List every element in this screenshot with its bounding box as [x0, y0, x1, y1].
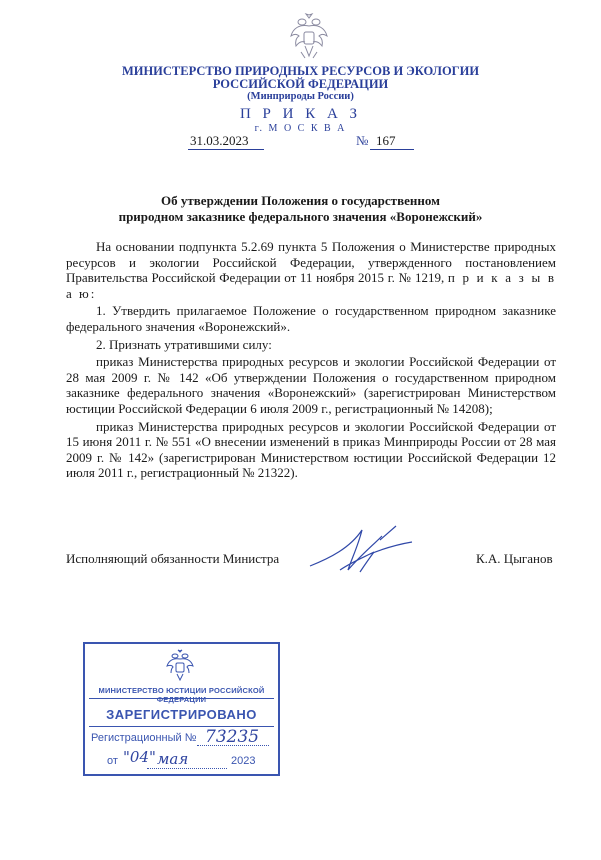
stamp-year: 2023: [231, 755, 256, 767]
order-number-label: №: [356, 133, 369, 148]
stamp-status: ЗАРЕГИСТРИРОВАНО: [106, 707, 257, 722]
stamp-reg-number: 73235: [205, 727, 260, 747]
order-date: 31.03.2023: [190, 133, 249, 148]
ministry-name-line1: МИНИСТЕРСТВО ПРИРОДНЫХ РЕСУРСОВ И ЭКОЛОГИИ: [121, 64, 480, 78]
number-underline: [370, 149, 414, 150]
order-number: 167: [376, 133, 396, 148]
item-2a: приказ Министерства природных ресурсов и экологии Российской Федерации от 28 мая 2009 г. № 142 «Об утверждении Положения о государственном природном заказнике федерального значения «Воронежский» (зарегистрирован Министерством юстиции Российской Федерации 6 июля 2009 г., регистрационный № 14208);: [66, 354, 556, 416]
registration-stamp: [83, 642, 280, 776]
double-headed-eagle-emblem-icon: [288, 12, 330, 62]
signer-position: Исполняющий обязанности Министра: [66, 551, 280, 566]
intro-text: На основании подпункта 5.2.69 пункта 5 Положения о Министерстве природных ресурсов и экологии Российской Федерации, утвержденного постановлением Правительства Российской Федерации от 11 ноября 2015 г. № 1219,: [66, 239, 556, 286]
intro-paragraph: [66, 239, 556, 301]
ministry-name-line2: РОССИЙСКОЙ ФЕДЕРАЦИИ: [212, 77, 389, 91]
stamp-emblem-icon: [165, 649, 195, 681]
stamp-ministry: МИНИСТЕРСТВО ЮСТИЦИИ РОССИЙСКОЙ ФЕДЕРАЦИИ: [98, 686, 265, 704]
date-underline: [188, 149, 264, 150]
order-body: [66, 239, 556, 483]
stamp-day: "04": [123, 748, 156, 766]
ministry-short-name: (Минприроды России): [247, 91, 354, 102]
item-2: 2. Признать утратившими силу:: [96, 336, 272, 352]
stamp-reg-underline: [197, 745, 269, 746]
handwritten-signature-icon: [300, 518, 420, 578]
stamp-date-underline: [147, 768, 227, 769]
stamp-from-label: от: [107, 755, 118, 767]
city: г. М О С К В А: [254, 123, 347, 134]
order-title-line1: Об утверждении Положения о государственном: [161, 193, 440, 208]
stamp-reg-label: Регистрационный №: [91, 732, 197, 744]
item-2b: приказ Министерства природных ресурсов и экологии Российской Федерации от 15 июня 2011 г. № 551 «О внесении изменений в приказ Минприроды России от 28 мая 2009 г. № 142» (зарегистрирован Министерством юстиции Российской Федерации 12 июля 2011 г., регистрационный № 21322).: [66, 418, 556, 481]
order-word: п р и к а з ы в а ю:: [66, 270, 557, 301]
stamp-divider-1: [89, 698, 274, 699]
document-type: П Р И К А З: [239, 106, 362, 122]
item-1: 1. Утвердить прилагаемое Положение о государственном природном заказнике федерального значения «Воронежский».: [66, 303, 556, 334]
signer-name: К.А. Цыганов: [476, 551, 553, 566]
stamp-month: мая: [157, 750, 189, 768]
order-title-line2: природном заказнике федерального значения «Воронежский»: [118, 209, 483, 224]
